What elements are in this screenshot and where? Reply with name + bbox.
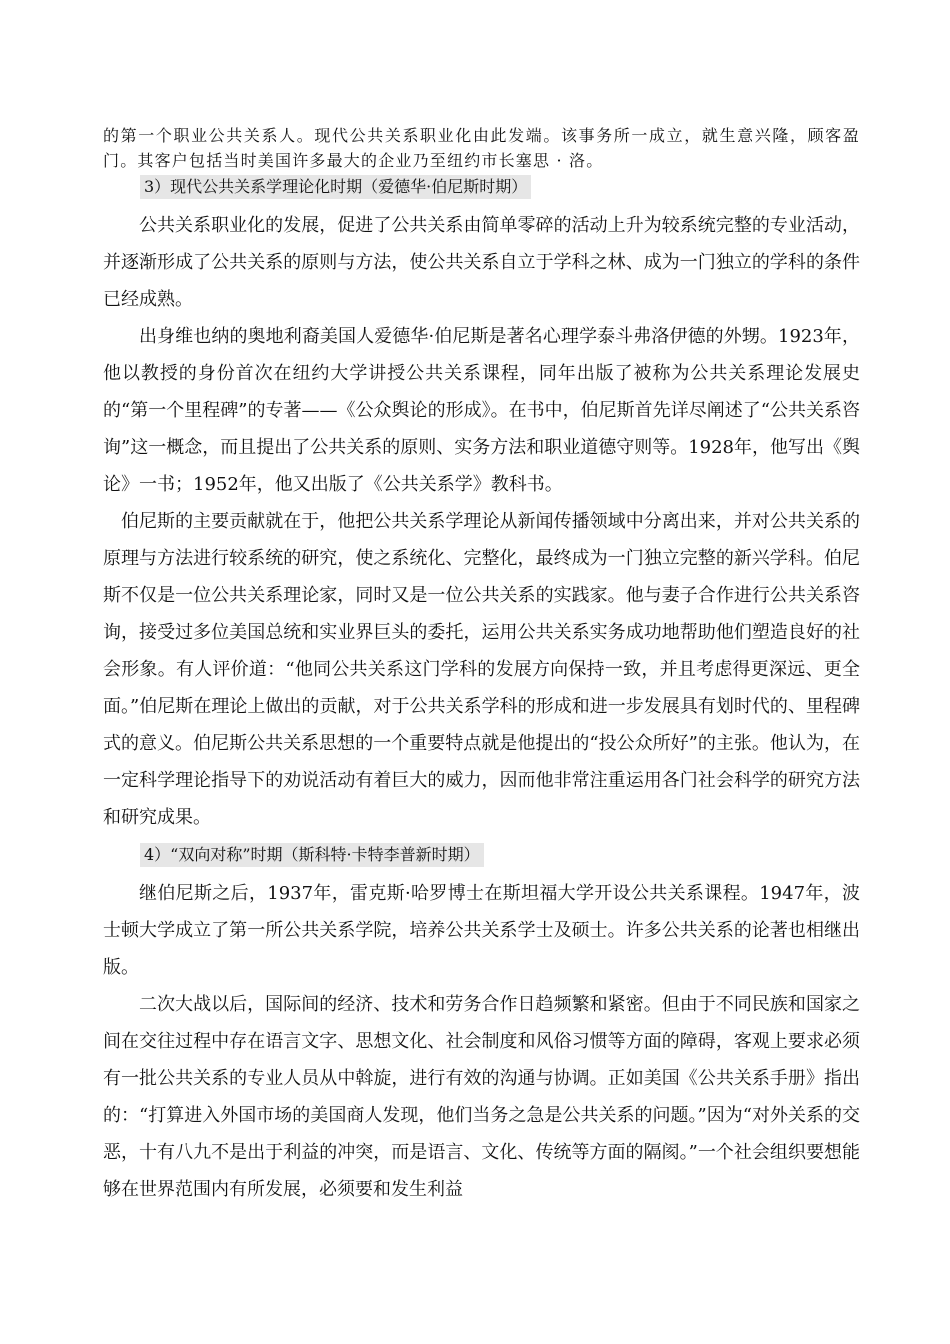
section-heading-3: 3）现代公共关系学理论化时期（爱德华·伯尼斯时期） xyxy=(140,175,531,199)
body-paragraph-1: 公共关系职业化的发展，促进了公共关系由简单零碎的活动上升为较系统完整的专业活动，并逐渐形成了公共关系的原则与方法，使公共关系自立于学科之林、成为一门独立的学科的条件已经成熟。 xyxy=(103,215,860,310)
section-4-body xyxy=(103,875,860,1208)
section-3-body xyxy=(103,207,860,836)
section-heading-4: 4）“双向对称”时期（斯科特·卡特李普新时期） xyxy=(140,843,484,867)
body-paragraph-3: 伯尼斯的主要贡献就在于，他把公共关系学理论从新闻传播领域中分离出来，并对公共关系的原理与方法进行较系统的研究，使之系统化、完整化，最终成为一门独立完整的新兴学科。伯尼斯不仅是一位公共关系理论家，同时又是一位公共关系的实践家。他与妻子合作进行公共关系咨询，接受过多位美国总统和实业界巨头的委托，运用公共关系实务成功地帮助他们塑造良好的社会形象。有人评价道：“他同公共关系这门学科的发展方向保持一致，并且考虑得更深远、更全面。”伯尼斯在理论上做出的贡献，对于公共关系学科的形成和进一步发展具有划时代的、里程碑式的意义。伯尼斯公共关系思想的一个重要特点就是他提出的“投公众所好”的主张。他认为，在一定科学理论指导下的劝说活动有着巨大的威力，因而他非常注重运用各门社会科学的研究方法和研究成果。 xyxy=(103,511,860,828)
body-paragraph-5: 二次大战以后，国际间的经济、技术和劳务合作日趋频繁和紧密。但由于不同民族和国家之间在交往过程中存在语言文字、思想文化、社会制度和风俗习惯等方面的障碍，客观上要求必须有一批公共关系的专业人员从中斡旋，进行有效的沟通与协调。正如美国《公共关系手册》指出的：“打算进入外国市场的美国商人发现，他们当务之急是公共关系的问题。”因为“对外关系的交恶，十有八九不是出于利益的冲突，而是语言、文化、传统等方面的隔阂。”一个社会组织要想能够在世界范围内有所发展，必须要和发生利益 xyxy=(103,994,860,1200)
intro-paragraph: 的第一个职业公共关系人。现代公共关系职业化由此发端。该事务所一成立，就生意兴隆，顾客盈门。其客户包括当时美国许多最大的企业乃至纽约市长塞思 · 洛。 xyxy=(103,126,860,170)
body-paragraph-2: 出身维也纳的奥地利裔美国人爱德华·伯尼斯是著名心理学泰斗弗洛伊德的外甥。1923年，他以教授的身份首次在纽约大学讲授公共关系课程，同年出版了被称为公共关系理论发展史的“第一个里程碑”的专著——《公众舆论的形成》。在书中，伯尼斯首先详尽阐述了“公共关系咨询”这一概念，而且提出了公共关系的原则、实务方法和职业道德守则等。1928年，他写出《舆论》一书；1952年，他又出版了《公共关系学》教科书。 xyxy=(103,326,861,495)
body-paragraph-4: 继伯尼斯之后，1937年，雷克斯·哈罗博士在斯坦福大学开设公共关系课程。1947年，波士顿大学成立了第一所公共关系学院，培养公共关系学士及硕士。许多公共关系的论著也相继出版。 xyxy=(103,883,860,978)
